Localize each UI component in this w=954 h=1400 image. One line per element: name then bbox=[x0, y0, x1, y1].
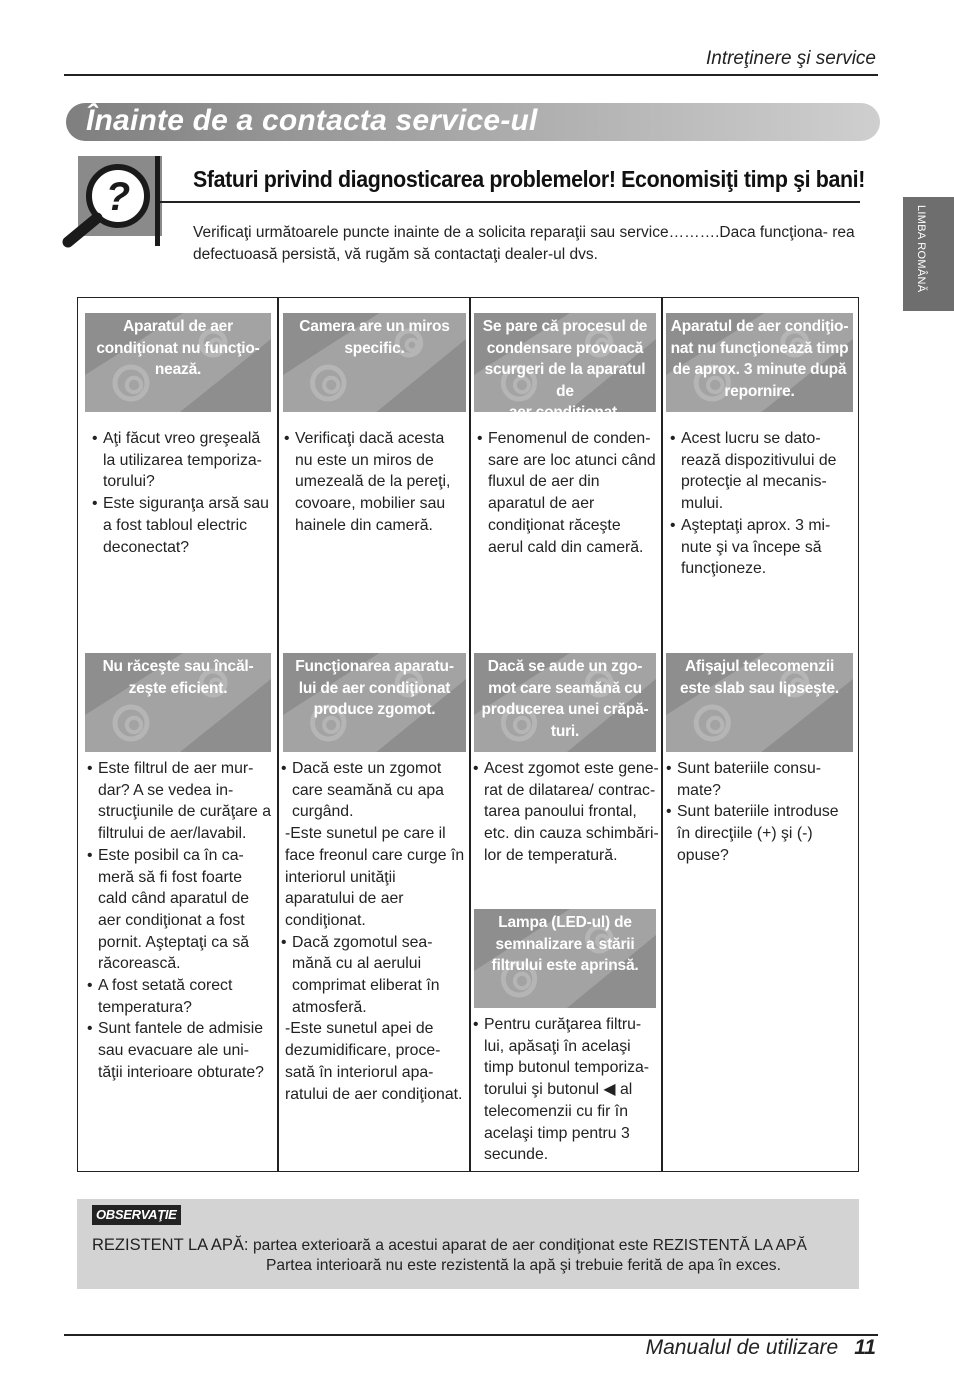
card-header-line: filtrului este aprinsă. bbox=[491, 957, 639, 974]
card-header-title bbox=[474, 313, 656, 424]
card-header-line: scurgeri de la aparatul de bbox=[484, 361, 646, 400]
card-header-title bbox=[666, 313, 853, 402]
card-header-title bbox=[666, 653, 853, 699]
language-label: LIMBA ROMÂNĂ bbox=[915, 205, 927, 293]
card-list-item: • Acest zgomot este gene- rat de dilatarea/ contrac- tarea panoului frontal, etc. din cauza schimbări- lor de temperatură. bbox=[473, 758, 660, 867]
card-list-item: • Este posibil ca în ca- meră să fi fost foarte cald când aparatul de aer condiţionat a fost pornit. Aşteptaţi ca să răcorească. bbox=[87, 845, 273, 975]
magnifier-question-icon bbox=[62, 156, 162, 246]
card-header-line: Funcţionarea aparatu- bbox=[295, 658, 454, 675]
card-header-line: Nu răceşte sau încăl- bbox=[102, 658, 254, 675]
card-header-title bbox=[85, 313, 271, 381]
card-header-line: Aparatul de aer bbox=[123, 318, 233, 335]
card-item-list bbox=[473, 1014, 660, 1166]
card-body bbox=[666, 758, 851, 867]
card-header-line: produce zgomot. bbox=[313, 701, 436, 718]
card-header bbox=[283, 313, 466, 412]
card-header-line: repornire. bbox=[724, 382, 795, 400]
card-header-line: condiţionat nu funcţio- bbox=[96, 339, 260, 357]
card-item-list bbox=[87, 758, 273, 1084]
card-header-line: este slab sau lipseşte. bbox=[679, 679, 840, 697]
card-item-list bbox=[281, 758, 466, 1105]
column-divider bbox=[469, 298, 471, 1171]
note-text-2: Partea interioară nu este rezistentă la apă şi trebuie ferită de apa în exces. bbox=[266, 1257, 781, 1274]
card-item-list bbox=[666, 758, 851, 867]
card-list-item: -Este sunetul pe care il face freonul care curge în interiorul unităţii aparatului de aer condiţionat. bbox=[285, 825, 465, 929]
card-header-line: nează. bbox=[154, 361, 202, 378]
note-line-1 bbox=[92, 1236, 807, 1255]
column-divider bbox=[277, 298, 279, 1171]
card-header-line: lui de aer condiţionat bbox=[298, 679, 451, 697]
card-header bbox=[85, 313, 271, 412]
card-list-item: • Fenomenul de conden- sare are loc atunci când fluxul de aer din aparatul de aer condiţionat răceşte aerul cald din cameră. bbox=[477, 428, 657, 558]
card-item-list bbox=[473, 758, 660, 867]
header-section-title: Intreţinere şi service bbox=[705, 48, 876, 69]
card-header-title bbox=[85, 653, 271, 699]
card-list-item: • Este siguranţa arsă sau a fost tabloul electric deconectat? bbox=[92, 493, 272, 558]
card-header-line: nat nu funcţionează timp bbox=[670, 339, 849, 357]
card-header-title bbox=[283, 313, 466, 359]
footer-manual-title: Manualul de utilizare bbox=[645, 1336, 839, 1359]
card-header-line: condensare provoacă bbox=[486, 339, 644, 357]
svg-text:?: ? bbox=[105, 175, 131, 219]
card-header-line: Aparatul de aer condiţio- bbox=[670, 318, 849, 335]
tips-title: Sfaturi privind diagnosticarea problemelor! Economisiţi timp şi bani! bbox=[193, 166, 865, 192]
card-header bbox=[474, 653, 656, 752]
card-list-item: • Dacă zgomotul sea- mănă cu al aerului comprimat eliberat în atmosferă. bbox=[281, 932, 466, 1019]
card-header-title bbox=[474, 653, 656, 742]
card-header-line: mot care seamănă cu bbox=[488, 679, 642, 697]
card-header bbox=[85, 653, 271, 752]
header-divider bbox=[64, 74, 878, 76]
footer bbox=[646, 1336, 876, 1360]
card-header bbox=[474, 909, 656, 1008]
card-list-item: • Aşteptaţi aprox. 3 mi- nute şi va începe să funcţioneze. bbox=[670, 515, 850, 580]
card-header bbox=[283, 653, 466, 752]
card-item-list bbox=[670, 428, 850, 580]
page-title: Înainte de a contacta service-ul bbox=[86, 104, 538, 137]
card-body bbox=[477, 428, 657, 558]
note-badge: OBSERVAŢIE bbox=[92, 1205, 181, 1225]
card-header-line: semnalizare a stării bbox=[495, 935, 635, 953]
card-header-title bbox=[283, 653, 466, 721]
card-list-item: • Dacă este un zgomot care seamănă cu apa curgând. bbox=[281, 758, 466, 823]
card-list-item: • Pentru curăţarea filtru- lui, apăsaţi în acelaşi timp butonul temporiza- torului şi butonul ◀ al telecomenzii cu fir în acelaşi timp pentru 3 secunde. bbox=[473, 1014, 660, 1166]
card-item-list bbox=[477, 428, 657, 558]
card-list-item: • Acest lucru se dato- rează dispozitivului de protecţie al mecanis- mului. bbox=[670, 428, 850, 515]
note-label: REZISTENT LA APĂ: bbox=[92, 1236, 249, 1254]
card-item-list bbox=[92, 428, 272, 558]
card-body bbox=[87, 758, 273, 1084]
card-header bbox=[666, 313, 853, 412]
page-number: 11 bbox=[854, 1336, 876, 1359]
card-header-line: aer condiţionat. bbox=[508, 404, 622, 421]
card-item-list bbox=[284, 428, 458, 537]
tips-divider bbox=[160, 201, 860, 203]
card-body bbox=[281, 758, 466, 1105]
card-header-line: specific. bbox=[344, 339, 405, 357]
card-body bbox=[284, 428, 458, 537]
note-text-1: partea exterioară a acestui aparat de aer condiţionat este REZISTENTĂ LA APĂ bbox=[252, 1237, 807, 1254]
card-header-line: Camera are un miros bbox=[299, 318, 450, 335]
card-list-item: • Este filtrul de aer mur- dar? A se vedea in- strucţiunile de curăţare a filtrului de aer/lavabil. bbox=[87, 758, 273, 845]
card-list-item: -Este sunetul apei de dezumidificare, proce- sată în interiorul apa- ratului de aer condiţionat. bbox=[285, 1020, 463, 1103]
card-list-item: • Sunt bateriile introduse în direcţiile (+) şi (-) opuse? bbox=[666, 801, 851, 866]
card-list-item: • Sunt bateriile consu- mate? bbox=[666, 758, 851, 801]
card-body bbox=[92, 428, 272, 558]
card-list-item: • Sunt fantele de admisie sau evacuare ale uni- tăţii interioare obturate? bbox=[87, 1018, 273, 1083]
card-list-item: • Aţi făcut vreo greşeală la utilizarea temporiza- torului? bbox=[92, 428, 272, 493]
language-side-tab bbox=[903, 197, 954, 311]
card-header bbox=[474, 313, 656, 421]
card-header bbox=[666, 653, 853, 752]
note-box bbox=[77, 1199, 859, 1289]
card-body bbox=[473, 758, 660, 867]
card-header-line: Se pare că procesul de bbox=[482, 318, 648, 335]
intro-text: Verificaţi următoarele puncte inainte de a solicita reparaţii sau service……….Daca funcţiona- rea defectuoasă persistă, vă rugăm să contactaţi dealer-ul dvs. bbox=[193, 224, 855, 263]
card-list-item: • Verificaţi dacă acesta nu este un miros de umezeală de la pereţi, covoare, mobilier sau hainele din cameră. bbox=[284, 428, 458, 537]
column-divider bbox=[661, 298, 663, 1171]
card-list-item: • A fost setată corect temperatura? bbox=[87, 975, 273, 1018]
card-header-line: Afişajul telecomenzii bbox=[684, 658, 835, 675]
card-header-line: zeşte eficient. bbox=[128, 679, 228, 697]
card-header-line: Dacă se aude un zgo- bbox=[487, 658, 643, 675]
card-body bbox=[473, 1014, 660, 1166]
card-header-line: de aprox. 3 minute după bbox=[672, 361, 847, 378]
card-header-line: turi. bbox=[550, 722, 580, 740]
page-title-bar bbox=[66, 103, 880, 141]
card-body bbox=[670, 428, 850, 580]
card-header-line: Lampa (LED-ul) de bbox=[498, 914, 632, 931]
card-header-title bbox=[474, 909, 656, 977]
card-header-line: producerea unei crăpă- bbox=[481, 701, 649, 718]
